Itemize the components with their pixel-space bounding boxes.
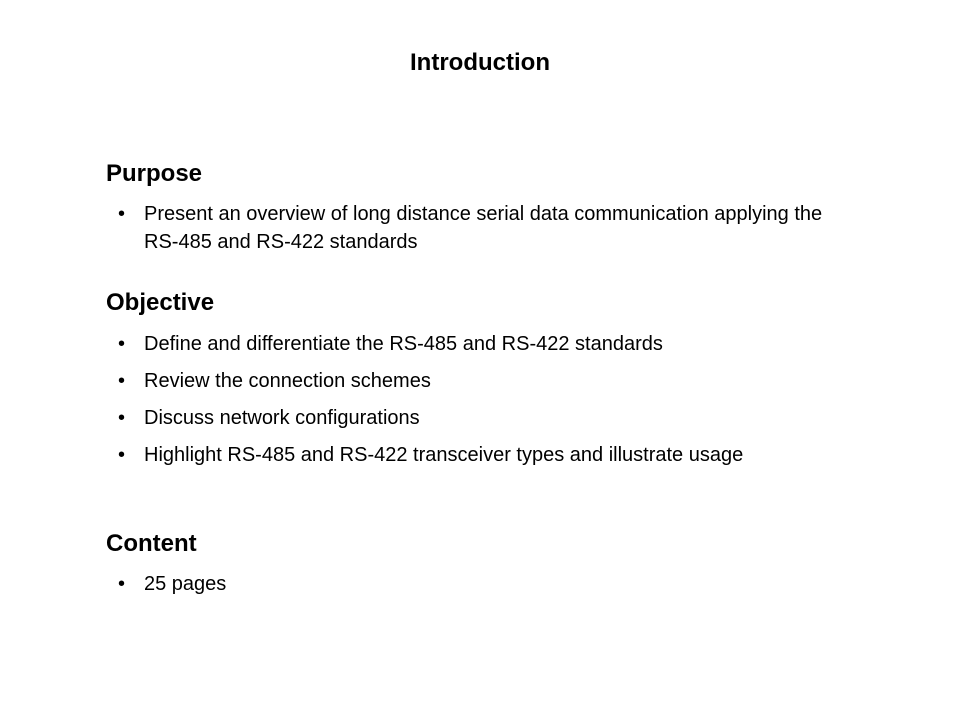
bullet-list-objective <box>106 330 846 469</box>
bullet-dot-icon: • <box>118 333 126 355</box>
bullet-list-content <box>106 570 846 598</box>
bullet-dot-icon: • <box>118 370 126 392</box>
section-content <box>106 529 846 598</box>
bullet-item <box>106 330 846 358</box>
section-objective <box>106 288 846 478</box>
bullet-text: 25 pages <box>144 573 227 595</box>
bullet-dot-icon: • <box>118 444 126 466</box>
section-heading-content: Content <box>106 530 197 557</box>
slide-title: Introduction <box>410 49 550 76</box>
section-purpose <box>106 159 846 256</box>
bullet-item <box>106 404 846 432</box>
bullet-item <box>106 570 846 598</box>
bullet-item <box>106 441 846 469</box>
section-heading-objective: Objective <box>106 289 215 316</box>
bullet-text: Review the connection schemes <box>144 370 431 392</box>
bullet-list-purpose <box>106 200 846 256</box>
bullet-text: Discuss network configurations <box>144 407 420 429</box>
bullet-item <box>106 200 846 256</box>
bullet-text: Define and differentiate the RS-485 and RS-422 standards <box>144 333 663 355</box>
bullet-item <box>106 367 846 395</box>
bullet-text: Highlight RS-485 and RS-422 transceiver types and illustrate usage <box>144 444 744 466</box>
section-heading-purpose: Purpose <box>106 160 203 187</box>
bullet-dot-icon: • <box>118 573 126 595</box>
bullet-text: Present an overview of long distance serial data communication applying the RS-485 and RS-422 standards <box>144 203 823 253</box>
bullet-dot-icon: • <box>118 203 126 225</box>
bullet-dot-icon: • <box>118 407 126 429</box>
